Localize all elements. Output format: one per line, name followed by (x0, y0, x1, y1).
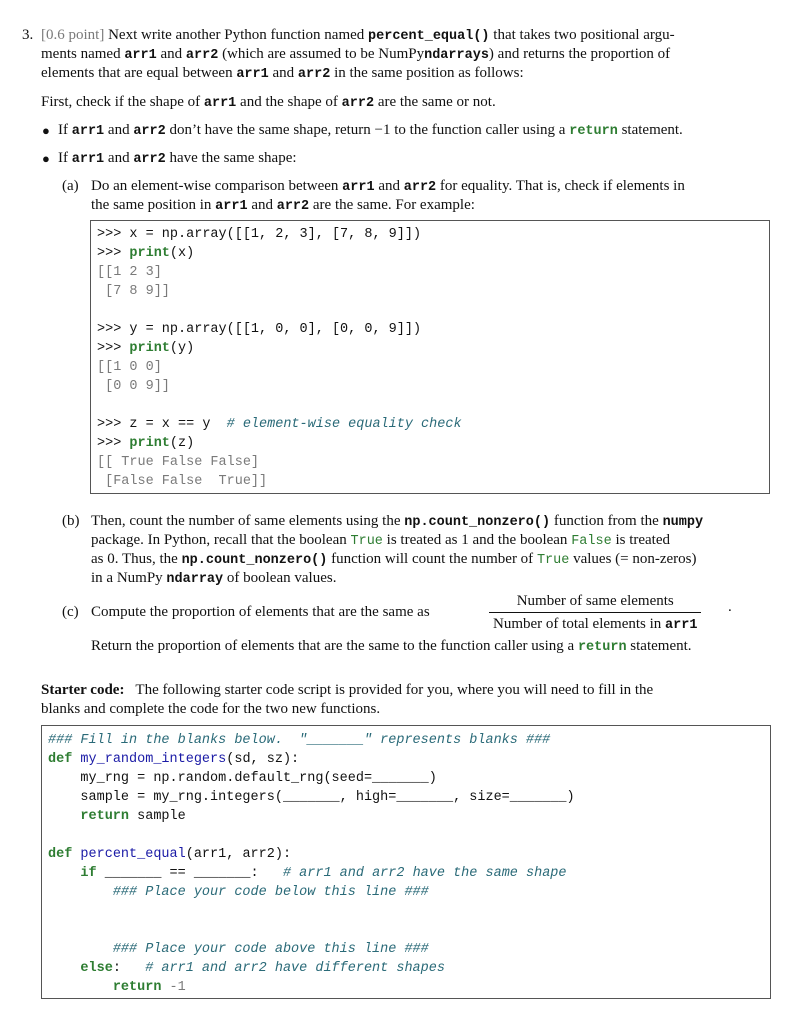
code-builtin: print (129, 341, 170, 356)
code-line (48, 940, 770, 959)
code-text: sample = my_rng.integers(_______, high=_______, size=_______) (80, 790, 575, 805)
code-text: (z) (169, 436, 195, 451)
bullet-different-shape: If arr1 and arr2 don’t have the same shape, return −1 to the function caller using a return statement. (58, 122, 683, 139)
code-keyword: def (48, 847, 73, 862)
fraction-numerator: Number of same elements (489, 592, 701, 613)
code-prompt: >>> (97, 436, 130, 451)
code-line (97, 320, 769, 339)
code-line (48, 959, 770, 978)
code-keyword: return (80, 809, 130, 824)
code-line (48, 788, 770, 807)
problem-line-3: elements that are equal between arr1 and arr2 in the same position as follows: (41, 65, 524, 82)
code-function-name: my_random_integers (72, 752, 227, 767)
code-comment: ### Fill in the blanks below. "_______" represents blanks ### (48, 733, 551, 748)
code-output: [[1 2 3] (97, 265, 162, 280)
first-check-text: First, check if the shape of arr1 and the shape of arr2 are the same or not. (41, 94, 496, 111)
code-text: (arr1, arr2): (185, 847, 292, 862)
code-builtin: print (129, 246, 170, 261)
problem-line-2: ments named arr1 and arr2 (which are assumed to be NumPyndarrays) and returns the proportion of (41, 46, 671, 63)
starter-heading: Starter code: (41, 682, 125, 698)
code-text: y = np.array([[1, 0, 0], [0, 0, 9]]) (129, 322, 422, 337)
step-c-label: (c) (62, 604, 79, 620)
bullet-dot: ● (42, 123, 50, 138)
code-line (97, 434, 769, 453)
code-builtin: print (129, 436, 170, 451)
code-comment: # arr1 and arr2 have the same shape (282, 866, 567, 881)
code-comment: # element-wise equality check (226, 417, 462, 432)
step-a-label: (a) (62, 178, 79, 194)
code-keyword: else (80, 961, 113, 976)
example-code-block (90, 220, 770, 494)
code-line (48, 864, 770, 883)
code-line (48, 921, 770, 940)
code-output: [7 8 9]] (97, 284, 170, 299)
code-text: (x) (169, 246, 195, 261)
starter-intro-line-2: blanks and complete the code for the two new functions. (41, 701, 381, 717)
step-b-line-4: in a NumPy ndarray of boolean values. (91, 570, 337, 587)
step-b-label: (b) (62, 513, 80, 529)
code-line (48, 902, 770, 921)
code-indent (48, 771, 80, 786)
code-text: sample (129, 809, 186, 824)
step-b-line-3: as 0. Thus, the np.count_nonzero() function will count the number of True values (= non-zeros) (91, 551, 697, 568)
problem-number: 3. (22, 27, 34, 43)
code-keyword: return (112, 980, 162, 995)
starter-code-block (41, 725, 771, 999)
code-line (97, 339, 769, 358)
code-prompt: >>> (97, 417, 130, 432)
code-keyword: if (80, 866, 97, 881)
code-prompt: >>> (97, 227, 130, 242)
proportion-fraction (489, 592, 701, 635)
code-line (97, 301, 769, 320)
code-text: _______ == _______: (96, 866, 283, 881)
code-output: [[1 0 0] (97, 360, 162, 375)
code-line (48, 769, 770, 788)
code-line (48, 807, 770, 826)
code-output: [[ True False False] (97, 455, 260, 470)
code-line (97, 415, 769, 434)
problem-points: [0.6 point] (41, 27, 105, 43)
code-line (97, 244, 769, 263)
code-number: -1 (161, 980, 186, 995)
code-line (97, 282, 769, 301)
step-c-line: Compute the proportion of elements that are the same as Number of same elements Number of total elements in arr1 . (91, 593, 732, 633)
code-function-name: percent_equal (72, 847, 186, 862)
code-line (97, 396, 769, 415)
step-a-line-1: Do an element-wise comparison between arr1 and arr2 for equality. That is, check if elements in (91, 178, 685, 195)
step-b-line-2: package. In Python, recall that the boolean True is treated as 1 and the boolean False is treated (91, 532, 671, 549)
code-text: (y) (169, 341, 195, 356)
starter-intro-line-1: Starter code: The following starter code script is provided for you, where you will need to fill in the (41, 682, 654, 698)
code-indent (48, 809, 80, 824)
bullet-same-shape: If arr1 and arr2 have the same shape: (58, 150, 297, 167)
code-indent (48, 885, 113, 900)
code-comment: ### Place your code above this line ### (112, 942, 429, 957)
code-line (97, 225, 769, 244)
code-prompt: >>> (97, 322, 130, 337)
code-line (97, 377, 769, 396)
code-line (48, 731, 770, 750)
code-prompt: >>> (97, 341, 130, 356)
code-prompt: >>> (97, 246, 130, 261)
code-line (48, 883, 770, 902)
function-name: percent_equal() (368, 29, 490, 44)
problem-intro: [0.6 point] Next write another Python function named percent_equal() that takes two positional argu- (41, 27, 675, 44)
code-output: [0 0 9]] (97, 379, 170, 394)
code-text: my_rng = np.random.default_rng(seed=_______) (80, 771, 437, 786)
code-indent (48, 980, 113, 995)
code-line (97, 358, 769, 377)
bullet-dot: ● (42, 151, 50, 166)
step-c-return-line: Return the proportion of elements that are the same to the function caller using a return statement. (91, 638, 692, 655)
code-line (97, 453, 769, 472)
code-keyword: def (48, 752, 73, 767)
code-text: : (112, 961, 146, 976)
code-text: x = np.array([[1, 2, 3], [7, 8, 9]]) (129, 227, 422, 242)
code-comment: # arr1 and arr2 have different shapes (145, 961, 445, 976)
step-a-line-2: the same position in arr1 and arr2 are the same. For example: (91, 197, 475, 214)
code-line (48, 826, 770, 845)
code-line (48, 750, 770, 769)
code-line (48, 845, 770, 864)
code-line (97, 472, 769, 491)
code-text: (sd, sz): (226, 752, 300, 767)
code-comment: ### Place your code below this line ### (112, 885, 429, 900)
code-indent (48, 961, 80, 976)
code-indent (48, 790, 80, 805)
code-output: [False False True]] (97, 474, 268, 489)
step-b-line-1: Then, count the number of same elements using the np.count_nonzero() function from the numpy (91, 513, 704, 530)
code-indent (48, 866, 80, 881)
code-text: z = x == y (129, 417, 227, 432)
code-indent (48, 942, 113, 957)
fraction-denominator: Number of total elements in arr1 (493, 616, 698, 633)
code-line (48, 978, 770, 997)
code-line (97, 263, 769, 282)
